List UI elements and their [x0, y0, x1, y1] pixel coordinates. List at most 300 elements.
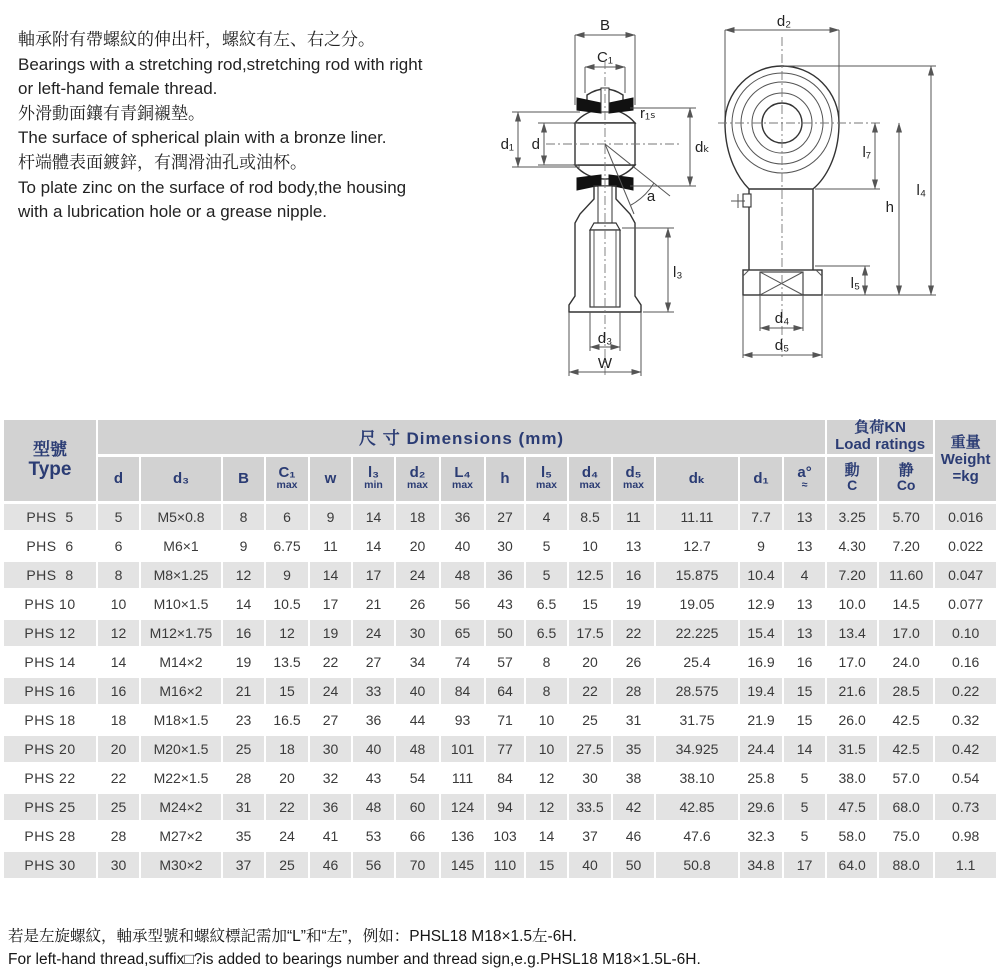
value-cell: 103	[486, 823, 524, 849]
value-cell: 15.4	[740, 620, 782, 646]
value-cell: 24	[310, 678, 351, 704]
load-header-en: Load ratings	[835, 435, 926, 453]
value-cell: 7.7	[740, 504, 782, 530]
value-cell: 54	[396, 765, 439, 791]
column-header-3: C₁ max	[266, 457, 308, 501]
value-cell: 28	[613, 678, 654, 704]
value-cell: 31.5	[827, 736, 877, 762]
value-cell: 50.8	[656, 852, 738, 878]
value-cell: 10	[526, 736, 567, 762]
value-cell: 0.016	[935, 504, 996, 530]
value-cell: 22	[613, 620, 654, 646]
value-cell: 14	[98, 649, 139, 675]
type-cell: PHS 25	[4, 794, 96, 820]
value-cell: 43	[486, 591, 524, 617]
intro-line: 軸承附有帶螺紋的伸出杆，螺紋有左、右之分。	[18, 30, 375, 49]
value-cell: 21.9	[740, 707, 782, 733]
value-cell: 38	[613, 765, 654, 791]
value-cell: 24.4	[740, 736, 782, 762]
value-cell: 5	[526, 562, 567, 588]
value-cell: 21.6	[827, 678, 877, 704]
value-cell: 20	[396, 533, 439, 559]
value-cell: 8	[223, 504, 264, 530]
dim-label-d5: d₅	[774, 337, 790, 354]
value-cell: 37	[223, 852, 264, 878]
value-cell: 7.20	[879, 533, 933, 559]
column-header-15: 動 C	[827, 457, 877, 501]
value-cell: 9	[740, 533, 782, 559]
type-column-header	[4, 420, 96, 501]
value-cell: 27	[486, 504, 524, 530]
value-cell: 4.30	[827, 533, 877, 559]
type-header-zh: 型號	[33, 439, 67, 459]
value-cell: 40	[569, 852, 611, 878]
value-cell: 36	[486, 562, 524, 588]
value-cell: 15	[266, 678, 308, 704]
value-cell: 88.0	[879, 852, 933, 878]
value-cell: 15	[569, 591, 611, 617]
value-cell: 38.10	[656, 765, 738, 791]
value-cell: 26.0	[827, 707, 877, 733]
dim-label-r1s: r₁ₛ	[640, 105, 656, 122]
weight-header-eq: =kg	[952, 467, 979, 485]
type-cell: PHS 10	[4, 591, 96, 617]
value-cell: 0.16	[935, 649, 996, 675]
value-cell: M18×1.5	[141, 707, 221, 733]
value-cell: 17.5	[569, 620, 611, 646]
value-cell: 3.25	[827, 504, 877, 530]
value-cell: 0.047	[935, 562, 996, 588]
load-header-zh: 負荷KN	[854, 419, 906, 436]
table-row	[4, 707, 996, 733]
value-cell: 35	[613, 736, 654, 762]
value-cell: 94	[486, 794, 524, 820]
value-cell: 84	[441, 678, 484, 704]
table-row	[4, 736, 996, 762]
intro-line: or left-hand female thread.	[18, 79, 218, 99]
value-cell: M8×1.25	[141, 562, 221, 588]
value-cell: 84	[486, 765, 524, 791]
intro-line: To plate zinc on the surface of rod body,the housing	[18, 177, 407, 197]
value-cell: 27.5	[569, 736, 611, 762]
value-cell: M14×2	[141, 649, 221, 675]
value-cell: 25.8	[740, 765, 782, 791]
value-cell: 30	[98, 852, 139, 878]
value-cell: 11	[310, 533, 351, 559]
value-cell: 70	[396, 852, 439, 878]
intro-text-block	[18, 28, 498, 225]
column-header-1: d₃	[141, 457, 221, 501]
column-header-9: l₅ max	[526, 457, 567, 501]
value-cell: 41	[310, 823, 351, 849]
value-cell: 7.20	[827, 562, 877, 588]
value-cell: 21	[353, 591, 394, 617]
type-cell: PHS 28	[4, 823, 96, 849]
type-cell: PHS 6	[4, 533, 96, 559]
intro-line: 杆端體表面鍍鋅，有潤滑油孔或油杯。	[18, 152, 307, 172]
value-cell: 57	[486, 649, 524, 675]
value-cell: 65	[441, 620, 484, 646]
value-cell: 22	[310, 649, 351, 675]
value-cell: 12	[266, 620, 308, 646]
value-cell: 17.0	[879, 620, 933, 646]
value-cell: 16.5	[266, 707, 308, 733]
value-cell: 11	[613, 504, 654, 530]
table-row	[4, 678, 996, 704]
value-cell: 40	[441, 533, 484, 559]
value-cell: 32	[310, 765, 351, 791]
value-cell: 37	[569, 823, 611, 849]
weight-column-header	[935, 420, 996, 501]
value-cell: 50	[613, 852, 654, 878]
value-cell: 60	[396, 794, 439, 820]
value-cell: 48	[441, 562, 484, 588]
table-row	[4, 620, 996, 646]
value-cell: 16	[784, 649, 825, 675]
value-cell: 56	[441, 591, 484, 617]
value-cell: M6×1	[141, 533, 221, 559]
value-cell: 14	[353, 504, 394, 530]
value-cell: 10	[98, 591, 139, 617]
value-cell: 0.10	[935, 620, 996, 646]
value-cell: 25	[569, 707, 611, 733]
value-cell: 30	[486, 533, 524, 559]
value-cell: 12.7	[656, 533, 738, 559]
value-cell: 30	[310, 736, 351, 762]
value-cell: 14	[223, 591, 264, 617]
value-cell: 6.75	[266, 533, 308, 559]
value-cell: 13	[784, 504, 825, 530]
value-cell: 12.9	[740, 591, 782, 617]
value-cell: 0.32	[935, 707, 996, 733]
footnotes	[8, 925, 998, 971]
intro-line: Bearings with a stretching rod,stretching rod with right	[18, 54, 423, 74]
value-cell: 28	[223, 765, 264, 791]
table-row	[4, 562, 996, 588]
value-cell: 33	[353, 678, 394, 704]
value-cell: 30	[569, 765, 611, 791]
value-cell: 111	[441, 765, 484, 791]
value-cell: 10.0	[827, 591, 877, 617]
type-cell: PHS 22	[4, 765, 96, 791]
value-cell: 6.5	[526, 591, 567, 617]
table-row	[4, 794, 996, 820]
value-cell: 66	[396, 823, 439, 849]
value-cell: 22.225	[656, 620, 738, 646]
intro-line: with a lubrication hole or a grease nipple.	[18, 202, 328, 222]
dim-label-h: h	[885, 199, 894, 216]
value-cell: 20	[98, 736, 139, 762]
value-cell: 28.5	[879, 678, 933, 704]
value-cell: 33.5	[569, 794, 611, 820]
table-row	[4, 765, 996, 791]
value-cell: 26	[613, 649, 654, 675]
dim-label-l7: l₇	[862, 144, 871, 161]
dimensions-table	[2, 417, 998, 881]
value-cell: 42.85	[656, 794, 738, 820]
value-cell: 40	[396, 678, 439, 704]
value-cell: 8	[526, 649, 567, 675]
type-header-en: Type	[28, 459, 72, 481]
value-cell: 16	[223, 620, 264, 646]
column-header-14: a° ≈	[784, 457, 825, 501]
value-cell: 36	[310, 794, 351, 820]
value-cell: 50	[486, 620, 524, 646]
value-cell: 12	[526, 765, 567, 791]
value-cell: 6	[98, 533, 139, 559]
value-cell: 8	[98, 562, 139, 588]
value-cell: 31.75	[656, 707, 738, 733]
column-header-8: h	[486, 457, 524, 501]
load-ratings-group-header	[827, 420, 933, 454]
value-cell: 15	[784, 678, 825, 704]
value-cell: 38.0	[827, 765, 877, 791]
value-cell: 12.5	[569, 562, 611, 588]
value-cell: 34.8	[740, 852, 782, 878]
value-cell: 31	[223, 794, 264, 820]
value-cell: 46	[613, 823, 654, 849]
type-cell: PHS 18	[4, 707, 96, 733]
value-cell: 0.98	[935, 823, 996, 849]
value-cell: 14	[353, 533, 394, 559]
value-cell: 6	[266, 504, 308, 530]
value-cell: 19	[310, 620, 351, 646]
value-cell: 22	[98, 765, 139, 791]
dim-label-l5: l₅	[850, 275, 860, 292]
value-cell: 9	[223, 533, 264, 559]
value-cell: 22	[569, 678, 611, 704]
value-cell: 27	[353, 649, 394, 675]
value-cell: 124	[441, 794, 484, 820]
column-header-11: d₅ max	[613, 457, 654, 501]
value-cell: 16	[613, 562, 654, 588]
value-cell: 0.54	[935, 765, 996, 791]
column-header-4: w	[310, 457, 351, 501]
table-row	[4, 649, 996, 675]
value-cell: 13.5	[266, 649, 308, 675]
value-cell: 14	[526, 823, 567, 849]
value-cell: 24	[396, 562, 439, 588]
value-cell: 10	[569, 533, 611, 559]
value-cell: 22	[266, 794, 308, 820]
value-cell: 74	[441, 649, 484, 675]
table-row	[4, 591, 996, 617]
value-cell: 48	[396, 736, 439, 762]
value-cell: 19	[223, 649, 264, 675]
dim-label-dk: dₖ	[695, 139, 710, 156]
table-row	[4, 852, 996, 878]
value-cell: 6.5	[526, 620, 567, 646]
value-cell: 24	[266, 823, 308, 849]
value-cell: 11.11	[656, 504, 738, 530]
type-cell: PHS 16	[4, 678, 96, 704]
value-cell: 13	[784, 620, 825, 646]
value-cell: 64	[486, 678, 524, 704]
value-cell: 64.0	[827, 852, 877, 878]
value-cell: 5	[784, 823, 825, 849]
footnote-en: For left-hand thread,suffix□?is added to bearings number and thread sign,e.g.PHSL18 M18×1.5L-6H.	[8, 951, 701, 968]
dim-label-C1: C₁	[597, 49, 613, 66]
value-cell: 8.5	[569, 504, 611, 530]
value-cell: 17	[784, 852, 825, 878]
value-cell: 44	[396, 707, 439, 733]
value-cell: M27×2	[141, 823, 221, 849]
value-cell: 0.022	[935, 533, 996, 559]
value-cell: M30×2	[141, 852, 221, 878]
value-cell: 17	[353, 562, 394, 588]
value-cell: 4	[784, 562, 825, 588]
type-cell: PHS 12	[4, 620, 96, 646]
value-cell: 25.4	[656, 649, 738, 675]
value-cell: 145	[441, 852, 484, 878]
value-cell: 9	[266, 562, 308, 588]
column-header-0: d	[98, 457, 139, 501]
value-cell: 19.4	[740, 678, 782, 704]
value-cell: 21	[223, 678, 264, 704]
value-cell: M10×1.5	[141, 591, 221, 617]
value-cell: 12	[526, 794, 567, 820]
value-cell: 4	[526, 504, 567, 530]
value-cell: 58.0	[827, 823, 877, 849]
value-cell: 5	[98, 504, 139, 530]
value-cell: 25	[266, 852, 308, 878]
side-view-diagram	[718, 5, 950, 370]
value-cell: 15	[526, 852, 567, 878]
dim-label-d4: d₄	[774, 310, 790, 327]
table-row	[4, 533, 996, 559]
column-header-7: L₄ max	[441, 457, 484, 501]
value-cell: 1.1	[935, 852, 996, 878]
value-cell: 25	[98, 794, 139, 820]
dim-label-d3: d₃	[597, 330, 613, 347]
value-cell: 9	[310, 504, 351, 530]
value-cell: 30	[396, 620, 439, 646]
value-cell: 136	[441, 823, 484, 849]
value-cell: 14.5	[879, 591, 933, 617]
value-cell: 17.0	[827, 649, 877, 675]
value-cell: 16.9	[740, 649, 782, 675]
value-cell: 15.875	[656, 562, 738, 588]
value-cell: 26	[396, 591, 439, 617]
value-cell: 13	[613, 533, 654, 559]
value-cell: 93	[441, 707, 484, 733]
value-cell: M12×1.75	[141, 620, 221, 646]
value-cell: 11.60	[879, 562, 933, 588]
value-cell: 29.6	[740, 794, 782, 820]
value-cell: 75.0	[879, 823, 933, 849]
dimensions-group-header: 尺 寸 Dimensions (mm)	[98, 420, 825, 454]
value-cell: 35	[223, 823, 264, 849]
value-cell: 19	[613, 591, 654, 617]
value-cell: M22×1.5	[141, 765, 221, 791]
type-cell: PHS 30	[4, 852, 96, 878]
value-cell: 23	[223, 707, 264, 733]
value-cell: M16×2	[141, 678, 221, 704]
value-cell: 10.5	[266, 591, 308, 617]
value-cell: 43	[353, 765, 394, 791]
value-cell: 0.077	[935, 591, 996, 617]
value-cell: 57.0	[879, 765, 933, 791]
value-cell: 42.5	[879, 736, 933, 762]
value-cell: 5	[526, 533, 567, 559]
value-cell: 5.70	[879, 504, 933, 530]
column-header-6: d₂ max	[396, 457, 439, 501]
dim-label-W: W	[597, 355, 613, 372]
value-cell: 18	[98, 707, 139, 733]
type-cell: PHS 5	[4, 504, 96, 530]
value-cell: 28.575	[656, 678, 738, 704]
value-cell: 110	[486, 852, 524, 878]
column-header-13: d₁	[740, 457, 782, 501]
value-cell: 28	[98, 823, 139, 849]
value-cell: 42.5	[879, 707, 933, 733]
dim-label-d: d	[531, 136, 540, 153]
value-cell: 24.0	[879, 649, 933, 675]
value-cell: 13	[784, 591, 825, 617]
value-cell: 27	[310, 707, 351, 733]
table-row	[4, 504, 996, 530]
value-cell: 10	[526, 707, 567, 733]
value-cell: 42	[613, 794, 654, 820]
value-cell: 20	[569, 649, 611, 675]
value-cell: 36	[353, 707, 394, 733]
dim-label-a: a	[646, 188, 656, 205]
dim-label-d1: d₁	[500, 136, 514, 153]
value-cell: 14	[784, 736, 825, 762]
value-cell: 0.73	[935, 794, 996, 820]
column-header-5: l₃ min	[353, 457, 394, 501]
value-cell: 32.3	[740, 823, 782, 849]
value-cell: M20×1.5	[141, 736, 221, 762]
value-cell: 0.22	[935, 678, 996, 704]
value-cell: 56	[353, 852, 394, 878]
value-cell: M24×2	[141, 794, 221, 820]
value-cell: 19.05	[656, 591, 738, 617]
value-cell: 36	[441, 504, 484, 530]
value-cell: 46	[310, 852, 351, 878]
dim-label-d2: d₂	[776, 13, 792, 30]
type-cell: PHS 14	[4, 649, 96, 675]
intro-line: 外滑動面鑲有青銅襯墊。	[18, 103, 205, 123]
value-cell: 5	[784, 794, 825, 820]
value-cell: 12	[98, 620, 139, 646]
column-header-2: B	[223, 457, 264, 501]
weight-header-en: Weight	[940, 450, 991, 468]
value-cell: 15	[784, 707, 825, 733]
type-cell: PHS 20	[4, 736, 96, 762]
dim-label-B: B	[599, 17, 611, 34]
value-cell: 18	[266, 736, 308, 762]
value-cell: 34.925	[656, 736, 738, 762]
column-header-10: d₄ max	[569, 457, 611, 501]
value-cell: 31	[613, 707, 654, 733]
column-header-16: 静 Co	[879, 457, 933, 501]
value-cell: 18	[396, 504, 439, 530]
value-cell: 40	[353, 736, 394, 762]
value-cell: 13	[784, 533, 825, 559]
dim-label-l4: l₄	[916, 182, 926, 199]
table-row	[4, 823, 996, 849]
value-cell: 12	[223, 562, 264, 588]
value-cell: 47.6	[656, 823, 738, 849]
value-cell: 68.0	[879, 794, 933, 820]
value-cell: 16	[98, 678, 139, 704]
front-view-diagram	[488, 5, 733, 383]
value-cell: M5×0.8	[141, 504, 221, 530]
intro-line: The surface of spherical plain with a bronze liner.	[18, 128, 387, 148]
value-cell: 5	[784, 765, 825, 791]
value-cell: 34	[396, 649, 439, 675]
